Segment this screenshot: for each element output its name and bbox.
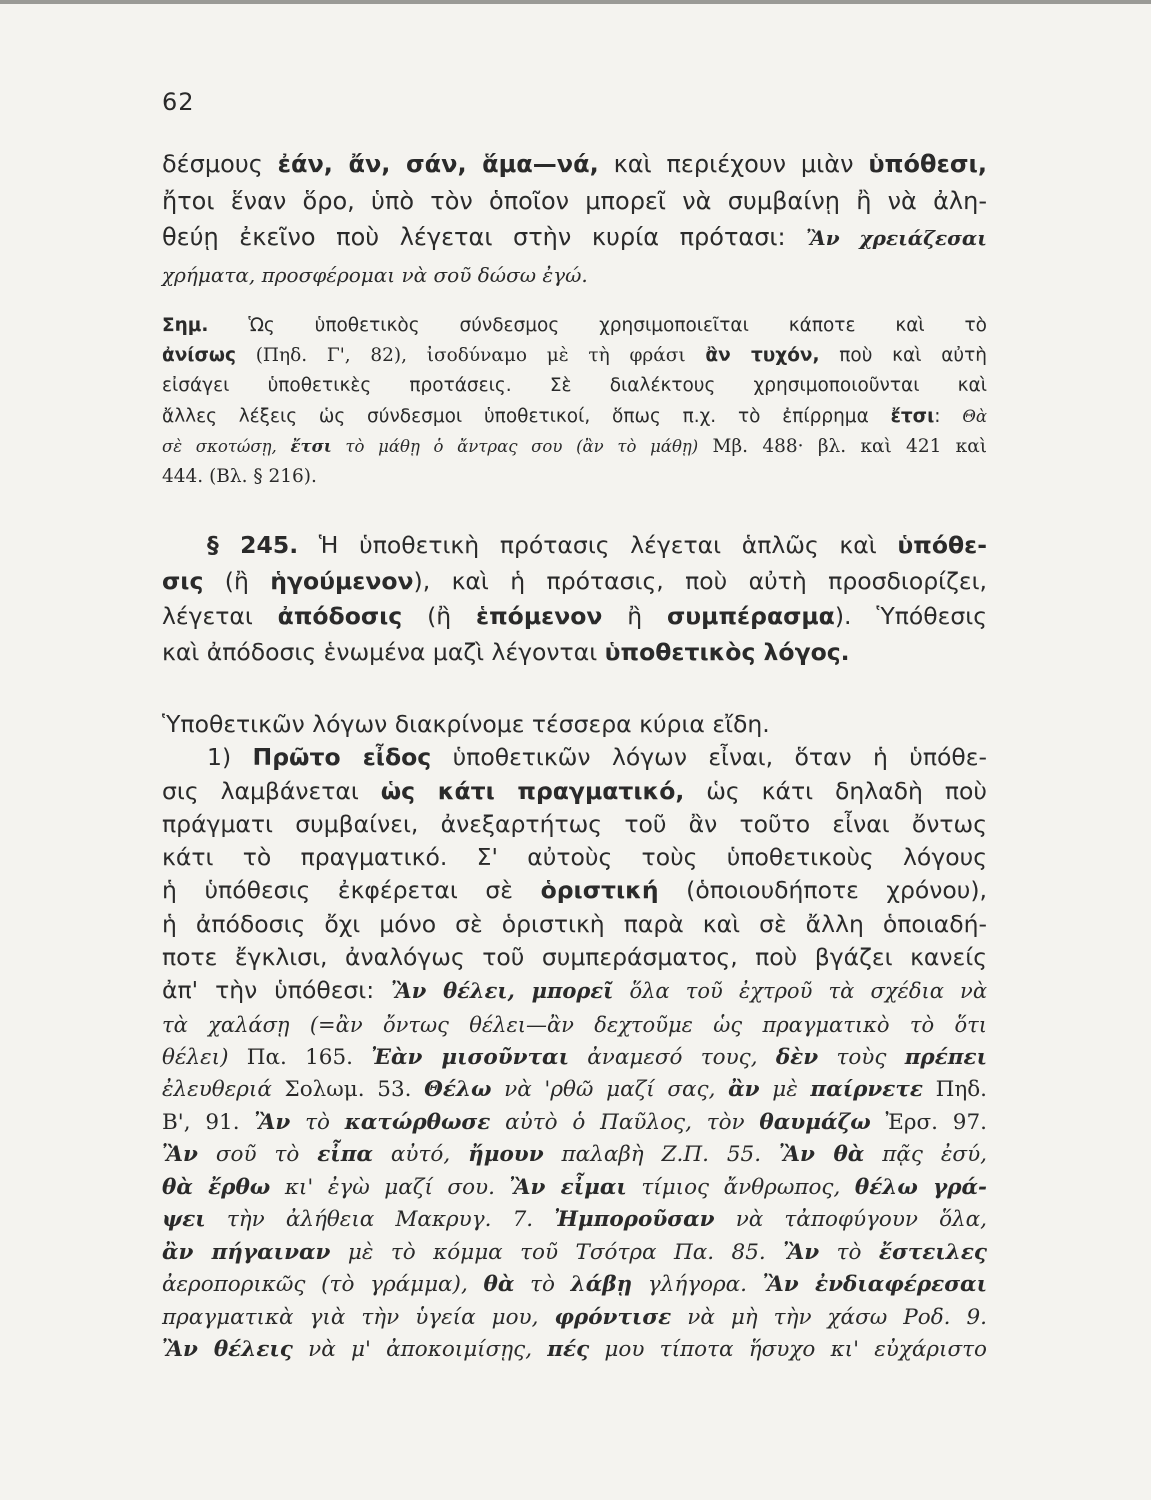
text-line: θεύῃ ἐκεῖνο ποὺ λέγεται στὴν κυρία πρότασι: Ἂν χρειάζεσαι [162, 223, 987, 252]
top-border [0, 0, 1151, 4]
paragraph-conjunctions [162, 146, 987, 294]
text-line: ἡ ἀπόδοσις ὄχι μόνο σὲ ὁριστικὴ παρὰ καὶ σὲ ἄλλη ὁποιαδή- [162, 909, 987, 938]
text-line: 444. (Βλ. § 216). [162, 466, 317, 488]
example-line: θέλει) Πα. 165. Ἐὰν μισοῦνται ἀναμεσό τους, δὲν τοὺς πρέπει [162, 1044, 988, 1070]
text-line: πράγματι συμβαίνει, ἀνεξαρτήτως τοῦ ἂν τοῦτο εἶναι ὄντως [162, 809, 987, 838]
text-line: καὶ ἀπόδοσις ἑνωμένα μαζὶ λέγονται ὑποθετικὸς λόγος. [162, 638, 850, 667]
example-line: χρήματα, προσφέρομαι νὰ σοῦ δώσω ἐγώ. [162, 263, 588, 288]
note-block [162, 311, 987, 492]
text-line: ἤτοι ἕναν ὅρο, ὑπὸ τὸν ὁποῖον μπορεῖ νὰ συμβαίνῃ ἢ νὰ ἀλη- [162, 186, 987, 215]
text-line: σις (ἢ ἡγούμενον), καὶ ἡ πρότασις, ποὺ αὐτὴ προσδιορίζει, [162, 566, 987, 595]
text-line: ἀπ' τὴν ὑπόθεσι: Ἂν θέλει, μπορεῖ ὅλα τοῦ ἐχτροῦ τὰ σχέδια νὰ [162, 976, 988, 1005]
text-line: 1) Πρῶτο εἶδος ὑποθετικῶν λόγων εἶναι, ὅταν ἡ ὑπόθε- [207, 743, 987, 772]
text-line: λέγεται ἀπόδοσις (ἢ ἑπόμενον ἢ συμπέρασμα). Ὑπόθεσις [162, 602, 987, 631]
example-line: ἀεροπορικῶς (τὸ γράμμα), θὰ τὸ λάβῃ γλήγορα. Ἂν ἐνδιαφέρεσαι [162, 1272, 988, 1298]
section-245 [162, 528, 987, 671]
text-line: σις λαμβάνεται ὡς κάτι πραγματικό, ὡς κάτι δηλαδὴ ποὺ [162, 776, 987, 805]
example-line: ἂν πήγαιναν μὲ τὸ κόμμα τοῦ Τσότρα Πα. 85. Ἂν τὸ ἔστειλες [162, 1239, 987, 1265]
text-line: εἰσάγει ὑποθετικὲς προτάσεις. Σὲ διαλέκτους χρησιμοποιοῦνται καὶ [162, 375, 987, 397]
text-line: Σημ. Ὡς ὑποθετικὸς σύνδεσμος χρησιμοποιεῖται κάποτε καὶ τὸ [162, 315, 987, 336]
text-line: σὲ σκοτώσῃ, ἔτσι τὸ μάθῃ ὁ ἄντρας σου (ἂν τὸ μάθῃ) Μβ. 488· βλ. καὶ 421 καὶ [162, 435, 987, 457]
example-line: ἐλευθεριά Σολωμ. 53. Θέλω νὰ 'ρθῶ μαζί σας, ἂν μὲ παίρνετε Πηδ. [162, 1077, 987, 1103]
section-number: § 245. [207, 531, 299, 559]
text-line: ἡ ὑπόθεσις ἐκφέρεται σὲ ὁριστική (ὁποιουδήποτε χρόνου), [162, 876, 987, 905]
note-label: Σημ. [162, 315, 209, 336]
example-line: Β', 91. Ἂν τὸ κατώρθωσε αὐτὸ ὁ Παῦλος, τὸν θαυμάζω Ἐρσ. 97. [162, 1109, 987, 1135]
example-line: πραγματικὰ γιὰ τὴν ὑγεία μου, φρόντισε νὰ μὴ τὴν χάσω Ροδ. 9. [162, 1304, 987, 1330]
example-line: Ἂν σοῦ τὸ εἶπα αὐτό, ἤμουν παλαβὴ Ζ.Π. 55. Ἂν θὰ πᾷς ἐσύ, [162, 1142, 987, 1168]
example-line: τὰ χαλάσῃ (=ἂν ὄντως θέλει—ἂν δεχτοῦμε ὡς πραγματικὸ τὸ ὅτι [162, 1012, 987, 1037]
text-line: δέσμους ἐάν, ἄν, σάν, ἅμα—νά, καὶ περιέχουν μιὰν ὑπόθεσι, [162, 150, 987, 178]
paragraph-first-kind [162, 708, 987, 1367]
text-line: ποτε ἔγκλισι, ἀναλόγως τοῦ συμπεράσματος, ποὺ βγάζει κανείς [162, 943, 987, 972]
page-number: 62 [162, 88, 195, 116]
text-line: κάτι τὸ πραγματικό. Σ' αὐτοὺς τοὺς ὑποθετικοὺς λόγους [162, 843, 987, 872]
text-line: ἄλλες λέξεις ὡς σύνδεσμοι ὑποθετικοί, ὅπως π.χ. τὸ ἐπίρρημα ἔτσι: Θὰ [162, 405, 987, 427]
example-line: ψει τὴν ἀλήθεια Μακρυγ. 7. Ἠμποροῦσαν νὰ τἀποφύγουν ὅλα, [162, 1207, 988, 1233]
text-line: § 245. Ἡ ὑποθετικὴ πρότασις λέγεται ἁπλῶς καὶ ὑπόθε- [207, 531, 987, 559]
text-line: ἀνίσως (Πηδ. Γ', 82), ἰσοδύναμο μὲ τὴ φράσι ἂν τυχόν, ποὺ καὶ αὐτὴ [162, 345, 987, 367]
text-line: Ὑποθετικῶν λόγων διακρίνομε τέσσερα κύρια εἴδη. [162, 710, 770, 738]
example-line: Ἂν θέλεις νὰ μ' ἀποκοιμίσῃς, πές μου τίποτα ἥσυχο κι' εὐχάριστο [162, 1337, 988, 1363]
example-line: θὰ ἔρθω κι' ἐγὼ μαζί σου. Ἂν εἶμαι τίμιος ἄνθρωπος, θέλω γρά- [162, 1174, 987, 1200]
